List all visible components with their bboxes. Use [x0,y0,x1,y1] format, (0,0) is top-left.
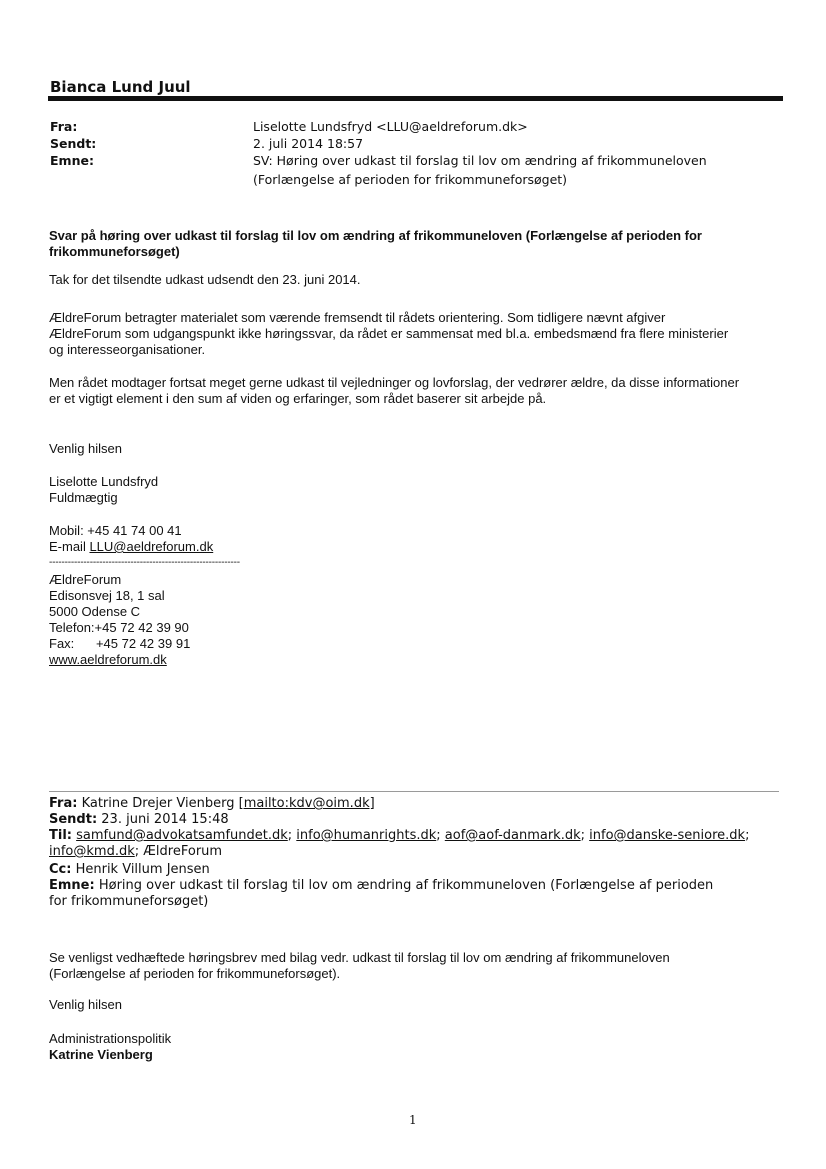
from-label: Fra: [50,119,78,134]
subject-label: Emne: [50,153,94,168]
fwd-sender-name: Katrine Vienberg [49,1047,153,1062]
fwd-from-value: Katrine Drejer Vienberg [77,796,239,811]
fwd-to-sep-3: ; [580,828,590,843]
fwd-subject-value: Høring over udkast til forslag til lov om ændring af frikommuneloven (Forlængelse af perioden for frikommuneforsøget) [49,878,714,909]
fwd-to-link-1[interactable]: samfund@advokatsamfundet.dk [76,828,288,843]
sent-label: Sendt: [50,136,97,151]
fwd-to-link-3[interactable]: aof@aof-danmark.dk [444,828,581,843]
reply-heading: Svar på høring over udkast til forslag til lov om ændring af frikommuneloven (Forlængelse af perioden for frikommuneforsøget) [49,228,702,259]
reply-paragraph-2: ÆldreForum betragter materialet som værende fremsendt til rådets orientering. Som tidligere nævnt afgiver ÆldreForum som udgangspunkt ikke høringssvar, da rådet er sammensat med bl.a. embedsmænd fra flere ministerier og interesseorganisationer. [49,310,729,357]
fwd-to-link-4[interactable]: info@danske-seniore.dk [589,828,746,843]
signature-phone: Telefon:+45 72 42 39 90 [49,620,189,635]
reply-paragraph-3: Men rådet modtager fortsat meget gerne udkast til vejledninger og lovforslag, der vedrører ældre, da disse informationer er et vigtigt element i den sum af viden og erfaringer, som rådet baserer sit arbejde på. [49,375,740,406]
from-value: Liselotte Lundsfryd <LLU@aeldreforum.dk> [253,119,528,134]
fwd-sent-label: Sendt: [49,812,98,827]
signature-name: Liselotte Lundsfryd [49,474,159,489]
fwd-from-label: Fra: [49,796,78,811]
fwd-to-sep-4: ; [745,828,750,843]
fwd-to-sep-1: ; [287,828,297,843]
page-number: 1 [409,1113,417,1127]
fwd-from-mailto-link[interactable]: [mailto:kdv@oim.dk] [238,796,375,811]
fwd-to-link-2[interactable]: info@humanrights.dk [296,828,437,843]
reply-paragraph-1: Tak for det tilsendte udkast udsendt den 23. juni 2014. [49,272,361,287]
fwd-cc-label: Cc: [49,862,72,877]
fwd-to-recipient-6: ÆldreForum [143,844,223,859]
fwd-paragraph-1: Se venligst vedhæftede høringsbrev med bilag vedr. udkast til forslag til lov om ændring af frikommuneloven (Forlængelse af perioden for frikommuneforsøget). [49,950,670,981]
signature-dashes: ------------------------------------------------------------- [49,557,240,568]
fwd-to-row [49,828,784,860]
signature-website-link[interactable]: www.aeldreforum.dk [49,652,167,667]
sent-value: 2. juli 2014 18:57 [253,136,364,151]
forward-separator [49,791,779,792]
fwd-department: Administrationspolitik [49,1031,172,1046]
fwd-to-label: Til: [49,828,72,843]
fwd-greeting: Venlig hilsen [49,997,122,1012]
fwd-cc-value: Henrik Villum Jensen [71,862,210,877]
signature-email-row [49,539,779,555]
header-rule [48,96,783,101]
fwd-to-sep-5: ; [134,844,144,859]
email-link[interactable]: LLU@aeldreforum.dk [89,539,214,554]
subject-line-2: (Forlængelse af perioden for frikommuneforsøget) [253,172,568,187]
fwd-subject-label: Emne: [49,878,95,893]
signature-org: ÆldreForum [49,572,122,587]
fwd-to-sep-2: ; [436,828,445,843]
signature-title: Fuldmægtig [49,490,118,505]
subject-line-1: SV: Høring over udkast til forslag til lov om ændring af frikommuneloven [253,153,707,168]
fwd-sent-row [49,812,784,828]
reply-greeting: Venlig hilsen [49,441,122,456]
fwd-cc-row [49,862,784,878]
email-label: E-mail [49,539,90,554]
mailbox-owner: Bianca Lund Juul [50,78,191,96]
signature-fax: Fax: +45 72 42 39 91 [49,636,191,651]
signature-address-2: 5000 Odense C [49,604,141,619]
signature-address-1: Edisonsvej 18, 1 sal [49,588,165,603]
signature-mobile: Mobil: +45 41 74 00 41 [49,523,182,538]
fwd-sent-value: 23. juni 2014 15:48 [97,812,229,827]
fwd-to-link-5[interactable]: info@kmd.dk [49,844,135,859]
fwd-from-row [49,796,784,812]
fwd-subject-row [49,878,729,910]
